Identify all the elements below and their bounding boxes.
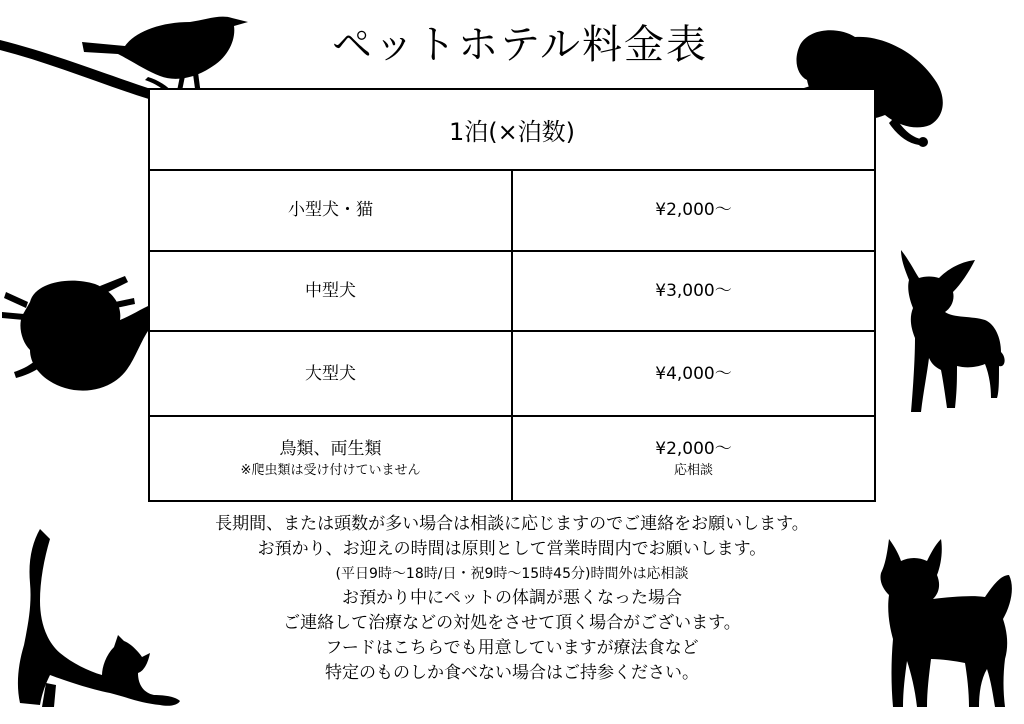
notes-block: [120, 512, 904, 686]
category-label: 小型犬・猫: [288, 200, 373, 221]
price-note: 応相談: [673, 462, 713, 478]
category-cell: [149, 170, 512, 251]
price-table: [148, 88, 876, 502]
category-cell: [149, 331, 512, 416]
hours-note: (平日9時〜18時/日・祝9時〜15時45分)時間外は応相談: [335, 566, 689, 582]
note-line: お預かり中にペットの体調が悪くなった場合: [342, 588, 682, 608]
price-value: ¥4,000〜: [655, 363, 732, 384]
table-header: 1泊(×泊数): [149, 89, 875, 170]
category-note: ※爬虫類は受け付けていません: [240, 462, 421, 478]
note-line: ご連絡して治療などの対処をさせて頂く場合がございます。: [283, 613, 741, 633]
note-line: フードはこちらでも用意していますが療法食など: [325, 638, 699, 658]
price-cell: [512, 170, 875, 251]
category-label: 中型犬: [305, 280, 356, 301]
price-value: ¥3,000〜: [655, 280, 732, 301]
price-value: ¥2,000〜: [655, 438, 732, 459]
category-label: 鳥類、両生類: [279, 438, 382, 459]
table-row: [149, 251, 875, 332]
chihuahua-illustration: [895, 248, 1005, 418]
note-line: 特定のものしか食べない場合はご持参ください。: [325, 663, 699, 683]
price-cell: [512, 331, 875, 416]
category-cell: [149, 251, 512, 332]
table-row: [149, 331, 875, 416]
page-title: ペットホテル料金表: [332, 22, 708, 68]
note-line: お預かり、お迎えの時間は原則として営業時間内でお願いします。: [257, 539, 767, 559]
category-cell: [149, 416, 512, 501]
table-header-row: [149, 89, 875, 170]
table-row: [149, 416, 875, 501]
price-cell: [512, 416, 875, 501]
price-cell: [512, 251, 875, 332]
table-row: [149, 170, 875, 251]
category-label: 大型犬: [305, 363, 356, 384]
note-line: 長期間、または頭数が多い場合は相談に応じますのでご連絡をお願いします。: [215, 514, 809, 534]
price-value: ¥2,000〜: [655, 200, 732, 221]
